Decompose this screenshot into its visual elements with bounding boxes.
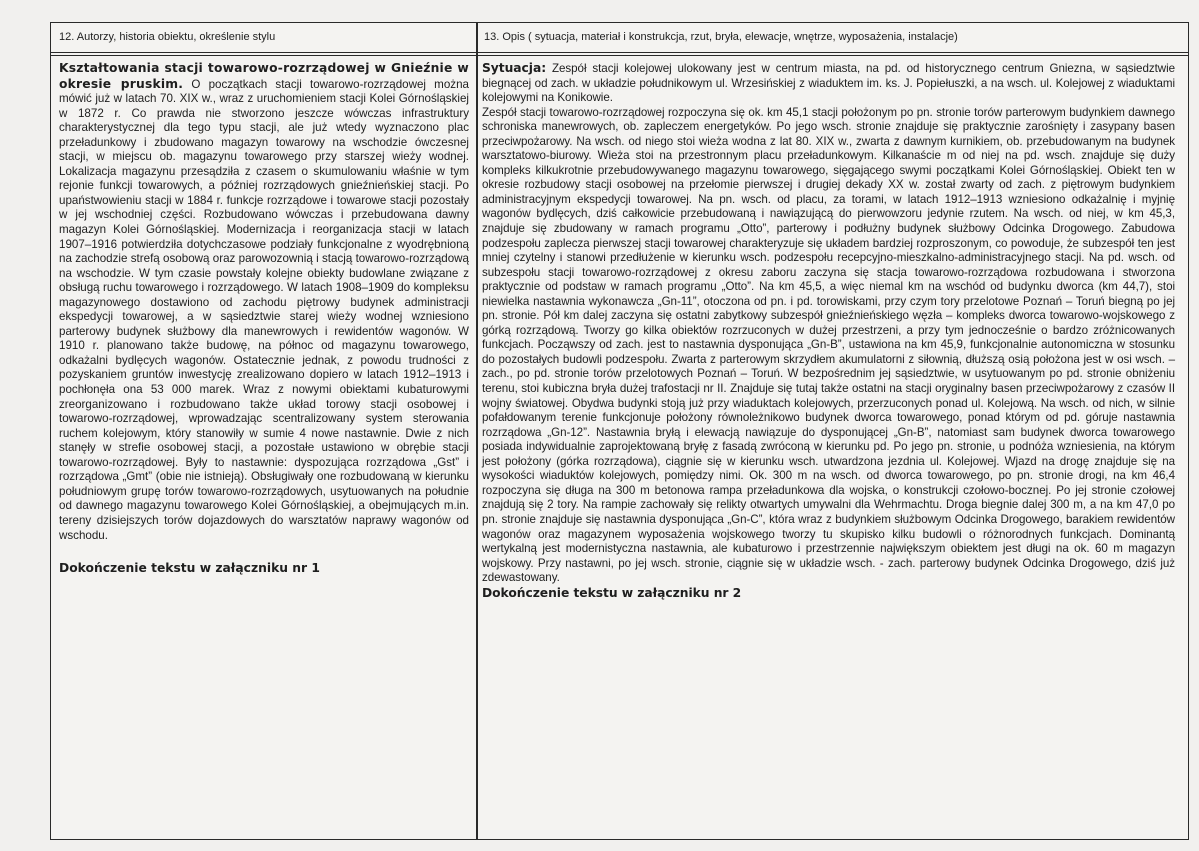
situation-label: Sytuacja: — [482, 61, 547, 75]
history-title: Kształtowania stacji towarowo-rozrządowej w Gnieźnie w okresie pruskim. — [59, 61, 469, 91]
description-paragraph: Zespół stacji towarowo-rozrządowej rozpoczyna się ok. km 45,1 stacji położonym po pn. stronie torów parterowym budynkiem dawnego schroniska manewrowych, ob. zapleczem energetyków. Po jego wsch. stronie znajduje się praktycznie zarośnięty i zasypany basen przeciwpożarowy. Na wsch. od niego stoi wieża wodna z lat 80. XIX w., zwarta z dawnym kurnikiem, ob. przebudowanym na budynek warsztatowo-biurowy. Wieża stoi na przestronnym placu przeładunkowym. Kilkanaście m od niej na pd. wsch. znajduje się duży kompleks kilkukrotnie przebudowywanego magazynu towarowego, sięgającego swymi początkami Kolei Górnośląskiej. Obiekt ten w okresie rozbudowy stacji osobowej na przełomie pierwszej i drugiej dekady XX w. został zwarty od zach. z piętrowym budynkiem administracyjnym ekspedycji towarowej. Na pn. wsch. od placu, za torami, w latach 1912–1913 wzniesiono odkażalnię i myjnię wagonów bydlęcych, dziś całkowicie przebudowaną i nawiązującą do pierwowzoru jedynie rzutem. Na wsch. od niej, w km 45,3, znajduje się zbudowany w ramach programu „Otto”, parterowy i podłużny budynek służbowy Odcinka Drogowego. Zabudowa podzespołu zaplecza pierwszej stacji towarowej charakteryzuje się układem bardziej rozproszonym, co powoduje, że subzespół ten jest mniej czytelny i stanowi przedłużenie w kierunku wsch. podzespołu recepcyjno-mieszkalno-administracyjnego stacji. Na pd. wsch. od subzespołu stacji towarowo-rozrządowej z okresu zaboru zaczyna się stacja towarowo-rozrządowa rozbudowana i stworzona praktycznie od podstaw w ramach programu „Otto”. Na km 45,5, a więc niemal km na wschód od budynku dworca (km 44,7), stoi niewielka nastawnia wykonawcza „Gn-11”, otoczona od pn. i pd. torowiskami, przy czym tory przelotowe Poznań – Toruń biegną po jej pn. stronie. Pół km dalej zaczyna się ostatni zabytkowy subzespół gnieźnieńskiego węzła – kompleks dworca towarowo-wojskowego z górką rozrządową. Tworzy go kilka obiektów rozrzuconych w dużej przestrzeni, a przy tym jednocześnie o bardzo zróżnicowanych funkcjach. Począwszy od zach. jest to nastawnia dysponująca „Gn-B”, ustawiona na km 45,9, funkcjonalnie autonomiczna w stosunku do pozostałych budowli podzespołu. Zwarta z parterowym skrzydłem akumulatorni z siłownią, dłuższą osią położona jest w osi wsch. – zach., po pd. stronie torów przelotowych Poznań – Toruń. W bezpośrednim jej sąsiedztwie, w usytuowanym po pd. stronie obniżeniu terenu, stoi kubiczna bryła dużej trafostacji nr II. Znajduje się tutaj także ostatni na stacji oryginalny basen przeciwpożarowy z czasów II wojny światowej. Obydwa budynki stoją już przy wiaduktach kolejowych, przerzuconych ponad ul. Kolejową. Na wsch. od nich, w silnie pofałdowanym terenie funkcjonuje położony równoleżnikowo budynek dworca towarowego, ponad którym od pd. góruje nastawnia rozrządowa „Gn-12”. Nastawnia bryłą i elewacją nawiązuje do dysponującej „Gn-B”, natomiast sam budynek dworca towarowego posiada indywidualnie zaprojektowaną bryłę z fasadą zwróconą w kierunku pd. Po jego pn. stronie, u podnóża wzniesienia, na którym jest położony (górka rozrządowa), ciągnie się w kierunku wsch. utwardzona jezdnia ul. Kolejowej. Wjazd na drogę znajduje się na wysokości wiaduktów kolejowych, pomiędzy nimi. Ok. 300 m na wsch. od dworca towarowego, po pn. stronie drogi, na km 46,4 rozpoczyna się długa na 300 m betonowa rampa przeładunkowa dla wojska, o konstrukcji czołowo-bocznej. Po jej stronie czołowej znajdują się 2 tory. Na rampie zachowały się relikty otwartych umywalni dla Wehrmachtu. Droga biegnie dalej 300 m, a na km 47,0 po pn. stronie znajduje się nastawnia dysponująca „Gn-C”, która wraz z budynkiem służbowym Odcinka Drogowego, barakiem rewidentów wagonów oraz magazynem wyposażenia wojskowego tworzy tu skupisko kilku budowli o różnorodnych funkcjach. Dominantą wertykalną jest modernistyczna nastawnia, ale kubaturowo i przestrzennie największym obiektem jest długi na ok. 60 m magazyn wojskowy. Przy nastawni, po jej wsch. stronie, ciągnie się w układzie wsch. - zach. parterowy budynek Odcinka Drogowego, dziś już zdewastowany. — [482, 105, 1175, 585]
column-divider — [476, 23, 478, 839]
header-divider — [51, 52, 1188, 53]
history-text: O początkach stacji towarowo-rozrządowej można mówić już w latach 70. XIX w., wraz z uruchomieniem stacji Kolei Górnośląskiej w 1872 r. Co prawda nie stworzono jeszcze wówczas infrastruktury charakterystycznej dla tego typu stacji, ale już wtedy wyznaczono plac przeładunkowy i zbudowano magazyn towarowy na wschodzie ówczesnej stacji, w miejscu ob. magazynu towarowego przy starszej wieży wodnej. Lokalizacja magazynu przesądziła z czasem o skumulowaniu właśnie w tym rejonie funkcji towarowych, a później rozrządowych gnieźnieńskiej stacji. Po upaństwowieniu stacji w 1884 r. funkcje rozrządowe i towarowe stacji pozostały w jej wschodniej części. Rozbudowano wówczas i przebudowana dawny magazyn Kolei Górnośląskiej. Modernizacja i reorganizacja stacji w latach 1907–1916 potwierdziła dotychczasowe podziały funkcjonalne z wyodrębnioną na zachodzie strefą osobową oraz parowozownią i stacją towarowo-rozrządową na wschodzie. W tym czasie powstały kolejne obiekty budowlane związane z obsługą ruchu towarowego i rozrządowego. W latach 1908–1909 do kompleksu magazynowego dostawiono od zachodu piętrowy budynek administracji ekspedycji towarowej, a w sąsiedztwie starej wieży wodnej wzniesiono parterowy budynek służbowy dla manewrowych i rewidentów wagonów. W 1910 r. planowano także budowę, na północ od magazynu towarowego, odkażalni bydlęcych wagonów. Ostatecznie jednak, z powodu trudności z pozyskaniem gruntów inwestycję zrealizowano dopiero w latach 1912–1913 i pochłonęła ona 53 000 marek. Wraz z nowymi obiektami kubaturowymi zreorganizowano i rozbudowano także układ torowy stacji osobowej i towarowo-rozrządowej, wprowadzając scentralizowany system sterowania ruchem kolejowym, który stanowiły w sumie 4 nowe nastawnie. Dwie z nich stanęły w strefie osobowej stacji, a pozostałe ustawiono w obrębie stacji towarowo-rozrządowej. Były to nastawnie: dyspozująca rozrządowa „Gst” i rozrządowa „Gmt” (obie nie istnieją). Obsługiwały one rozbudowaną w kierunku południowym grupę torów towarowo-rozrządowych, usytuowanych na południe od dawnego magazynu towarowego Kolei Górnośląskiej, a obejmujących m.in. tereny dzisiejszych torów dojazdowych do warsztatów naprawy wagonów od wschodu. — [59, 77, 469, 542]
situation-text: Zespół stacji kolejowej ulokowany jest w centrum miasta, na pd. od historycznego centrum Gniezna, w sąsiedztwie biegnącej od zach. w układzie południkowym ul. Wrzesińskiej z wiaduktem im. ks. J. Popiełuszki, a na wsch. ul. Kolejowej z wiaduktami kolejowymi na Konikowie. — [482, 62, 1176, 105]
section-12-header: 12. Autorzy, historia obiektu, określenie stylu — [59, 31, 276, 43]
history-column — [59, 61, 469, 576]
history-paragraph — [59, 61, 469, 543]
situation-paragraph — [482, 61, 1175, 106]
section-13-header: 13. Opis ( sytuacja, materiał i konstrukcja, rzut, bryła, elewacje, wnętrze, wyposażenia, instalacje) — [484, 31, 958, 43]
form-sheet — [50, 22, 1189, 840]
history-continuation-note: Dokończenie tekstu w załączniku nr 1 — [59, 561, 320, 576]
description-continuation-note: Dokończenie tekstu w załączniku nr 2 — [482, 585, 742, 600]
header-divider-double — [51, 55, 1188, 56]
description-column — [482, 61, 1175, 600]
